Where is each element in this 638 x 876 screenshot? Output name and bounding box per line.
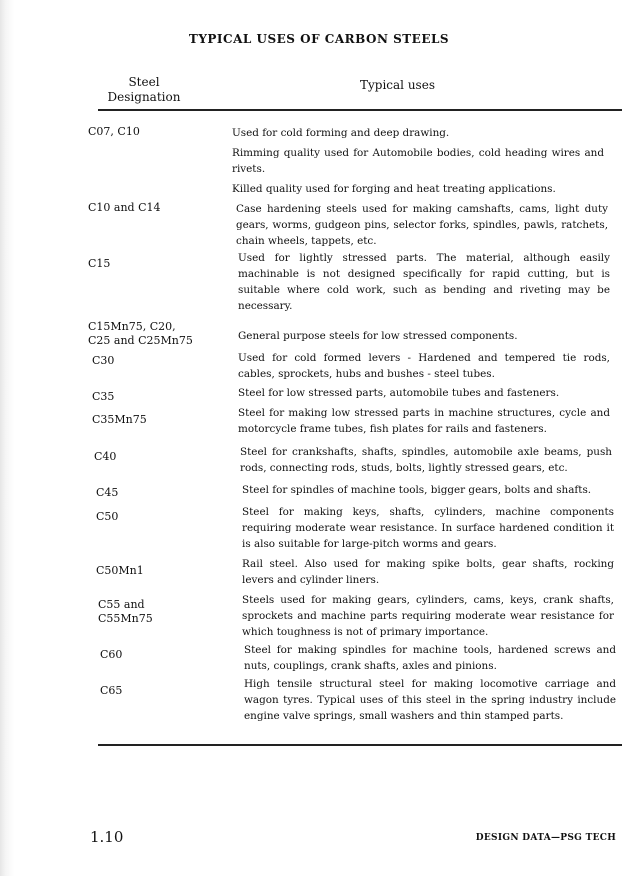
steel-designation: C15 bbox=[88, 257, 111, 270]
steel-designation: C35Mn75 bbox=[92, 413, 147, 426]
steel-designation: C50Mn1 bbox=[96, 564, 144, 577]
steel-designation: C55 and C55Mn75 bbox=[98, 598, 153, 625]
column-header-uses: Typical uses bbox=[360, 78, 435, 92]
steel-designation: C30 bbox=[92, 354, 115, 367]
typical-uses: General purpose steels for low stressed components. bbox=[238, 330, 518, 342]
typical-uses: Used for cold forming and deep drawing. Rimming quality used for Automobile bodies, cold heading wires and rivets. Killed quality used for forging and heat treating applications. bbox=[232, 127, 604, 195]
page-title: TYPICAL USES OF CARBON STEELS bbox=[188, 32, 450, 46]
column-header-steel-line1: Steel bbox=[128, 75, 160, 89]
steel-designation: C10 and C14 bbox=[88, 201, 161, 214]
table-bottom-divider bbox=[98, 744, 622, 746]
column-header-steel bbox=[96, 75, 192, 105]
typical-uses: Steel for making spindles for machine tools, hardened screws and nuts, couplings, crank shafts, axles and pinions. bbox=[244, 644, 616, 672]
typical-uses: High tensile structural steel for making locomotive carriage and wagon tyres. Typical uses of this steel in the spring industry include engine valve springs, small washers and thin stamped parts. bbox=[244, 678, 616, 722]
typical-uses: Steel for spindles of machine tools, bigger gears, bolts and shafts. bbox=[242, 484, 592, 496]
running-footer: DESIGN DATA—PSG TECH bbox=[475, 833, 616, 843]
column-header-steel-line2: Designation bbox=[107, 90, 181, 104]
header-divider bbox=[98, 109, 622, 111]
scan-edge bbox=[0, 0, 14, 876]
typical-uses: Steel for making keys, shafts, cylinders, machine components requiring moderate wear resistance. In surface hardened condition it is also suitable for large-pitch worms and gears. bbox=[242, 506, 614, 550]
typical-uses: Steels used for making gears, cylinders, cams, keys, crank shafts, sprockets and machine parts requiring moderate wear resistance for which toughness is not of primary importance. bbox=[242, 594, 614, 638]
typical-uses: Used for cold formed levers - Hardened and tempered tie rods, cables, sprockets, hubs and bushes - steel tubes. bbox=[238, 352, 610, 380]
typical-uses: Steel for making low stressed parts in machine structures, cycle and motorcycle frame tubes, fish plates for rails and fasteners. bbox=[238, 407, 610, 435]
steel-designation: C65 bbox=[100, 684, 123, 697]
typical-uses: Case hardening steels used for making camshafts, cams, light duty gears, worms, gudgeon pins, selector forks, spindles, pawls, ratchets, chain wheels, tappets, etc. bbox=[236, 203, 608, 247]
page-number: 1.10 bbox=[90, 828, 124, 846]
steel-designation: C40 bbox=[94, 450, 117, 463]
typical-uses: Steel for crankshafts, shafts, spindles, automobile axle beams, push rods, connecting rods, studs, bolts, lightly stressed gears, etc. bbox=[240, 446, 612, 474]
steel-designation: C35 bbox=[92, 390, 115, 403]
typical-uses: Rail steel. Also used for making spike bolts, gear shafts, rocking levers and cylinder liners. bbox=[242, 558, 614, 586]
steel-designation: C45 bbox=[96, 486, 119, 499]
steel-designation: C15Mn75, C20, C25 and C25Mn75 bbox=[88, 320, 193, 347]
typical-uses: Used for lightly stressed parts. The material, although easily machinable is not designed specifically for rapid cutting, but is suitable where cold work, such as bending and riveting may be necessary. bbox=[238, 252, 610, 312]
steel-designation: C60 bbox=[100, 648, 123, 661]
typical-uses: Steel for low stressed parts, automobile tubes and fasteners. bbox=[238, 387, 560, 399]
steel-designation: C07, C10 bbox=[88, 125, 140, 138]
steel-designation: C50 bbox=[96, 510, 119, 523]
